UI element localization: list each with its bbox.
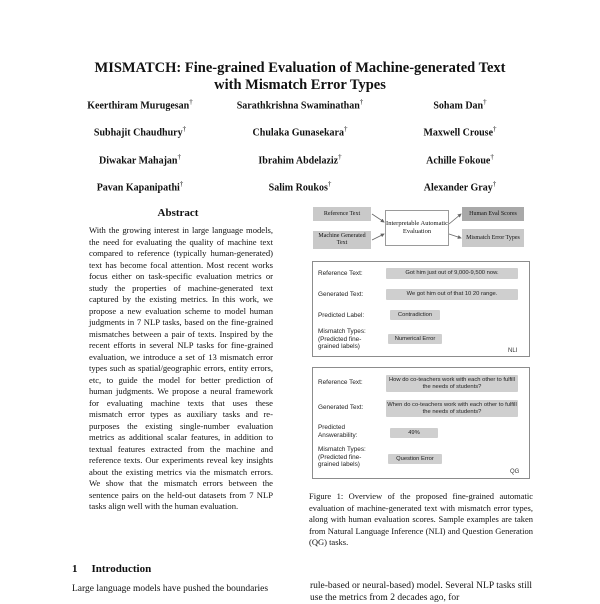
abstract-heading: Abstract	[157, 207, 199, 219]
author: Ibrahim Abdelaziz†	[258, 152, 342, 166]
mismatch-types-box: Mismatch Error Types	[462, 229, 524, 247]
paper-title	[60, 60, 540, 94]
nli-pred-value: Contradiction	[390, 310, 440, 320]
qg-gen-label: Generated Text:	[318, 404, 364, 411]
nli-mismatch-label: Mismatch Types: (Predicted fine-grained labels)	[318, 328, 366, 350]
author: Sarathkrishna Swaminathan†	[236, 98, 364, 112]
author: Keerthiram Murugesan†	[87, 98, 193, 112]
nli-gen-value: We got him out of that 10 20 range.	[386, 289, 518, 300]
author-list	[60, 96, 540, 194]
qg-ref-label: Reference Text:	[318, 379, 363, 386]
nli-gen-label: Generated Text:	[318, 291, 364, 298]
qg-pred-value: 49%	[390, 428, 438, 438]
qg-mismatch-label: Mismatch Types: (Predicted fine-grained labels)	[318, 446, 366, 468]
evaluation-box: Interpretable Automatic Evaluation	[385, 210, 449, 246]
human-eval-box: Human Eval Scores	[462, 207, 524, 221]
nli-ref-label: Reference Text:	[318, 270, 363, 277]
author: Soham Dan†	[433, 98, 487, 112]
qg-pred-label: Predicted Answerability:	[318, 424, 358, 439]
nli-ref-value: Got him just out of 9,000-9,500 now.	[386, 268, 518, 279]
machine-text-box: Machine Generated Text	[313, 231, 371, 249]
author: Subhajit Chaudhury†	[93, 125, 187, 139]
qg-tag: QG	[510, 469, 520, 475]
qg-gen-value: When do co-teachers work with each other to fulfill the needs of students?	[386, 400, 518, 417]
author: Pavan Kapanipathi†	[96, 179, 184, 194]
author: Diwakar Mahajan†	[99, 152, 181, 166]
nli-tag: NLI	[508, 348, 518, 354]
section-title: Introduction	[91, 563, 152, 575]
figure-caption: Figure 1: Overview of the proposed fine-grained automatic evaluation of machine-generated text with mismatch error types, along with human evaluation scores. Sample examples are taken from Natural Language Inference (NLI) and Question Generation (QG) tasks.	[309, 491, 533, 547]
qg-mismatch-value: Question Error	[388, 454, 442, 464]
abstract-body: With the growing interest in large language models, the need for evaluating the quality of machine text compared to reference (typically human-generated) text has become focal attention. Most recent works focus either on task-specific evaluation metrics or study the properties of machine-generated text captured by the existing metrics. In this work, we propose a new evaluation scheme to model human judgments in 7 NLP tasks, based on the fine-grained mismatches between a pair of texts. Inspired by the recent efforts in several NLP tasks for fine-grained evaluation, we introduce a set of 13 mismatch error types such as spatial/geographic errors, entity errors, etc, to guide the model for better prediction of human judgments. We propose a neural framework for evaluating machine texts that uses these mismatch error types as auxiliary tasks and re-purposes the existing single-number evaluation metrics as additional scalar features, in addition to textual features extracted from the machine and reference texts. Our experiments reveal key insights about the existing metrics via the mismatch errors. We show that the mismatch errors between the sentence pairs on the held-out datasets from 7 NLP tasks align well with the human evaluation.	[89, 225, 273, 511]
nli-mismatch-value: Numerical Error	[388, 334, 442, 344]
intro-paragraph: Large language models have pushed the boundaries	[72, 584, 269, 594]
flow-arrows	[371, 210, 463, 250]
author: Alexander Gray†	[423, 179, 497, 194]
title-line-2: with Mismatch Error Types	[214, 77, 386, 93]
author: Salim Roukos†	[268, 179, 332, 194]
author: Maxwell Crouse†	[423, 125, 497, 139]
author: Achille Fokoue†	[426, 152, 494, 166]
nli-pred-label: Predicted Label:	[318, 312, 365, 319]
section-number: 1	[72, 563, 78, 575]
section-heading-introduction	[72, 563, 151, 575]
reference-text-box: Reference Text	[313, 207, 371, 221]
qg-ref-value: How do co-teachers work with each other to fulfill the needs of students?	[386, 375, 518, 392]
author: Chulaka Gunasekara†	[252, 125, 348, 139]
right-column-paragraph: rule-based or neural-based) model. Several NLP tasks still use the metrics from 2 decades ago, for	[310, 581, 532, 603]
title-line-1: MISMATCH: Fine-grained Evaluation of Machine-generated Text	[94, 60, 506, 76]
